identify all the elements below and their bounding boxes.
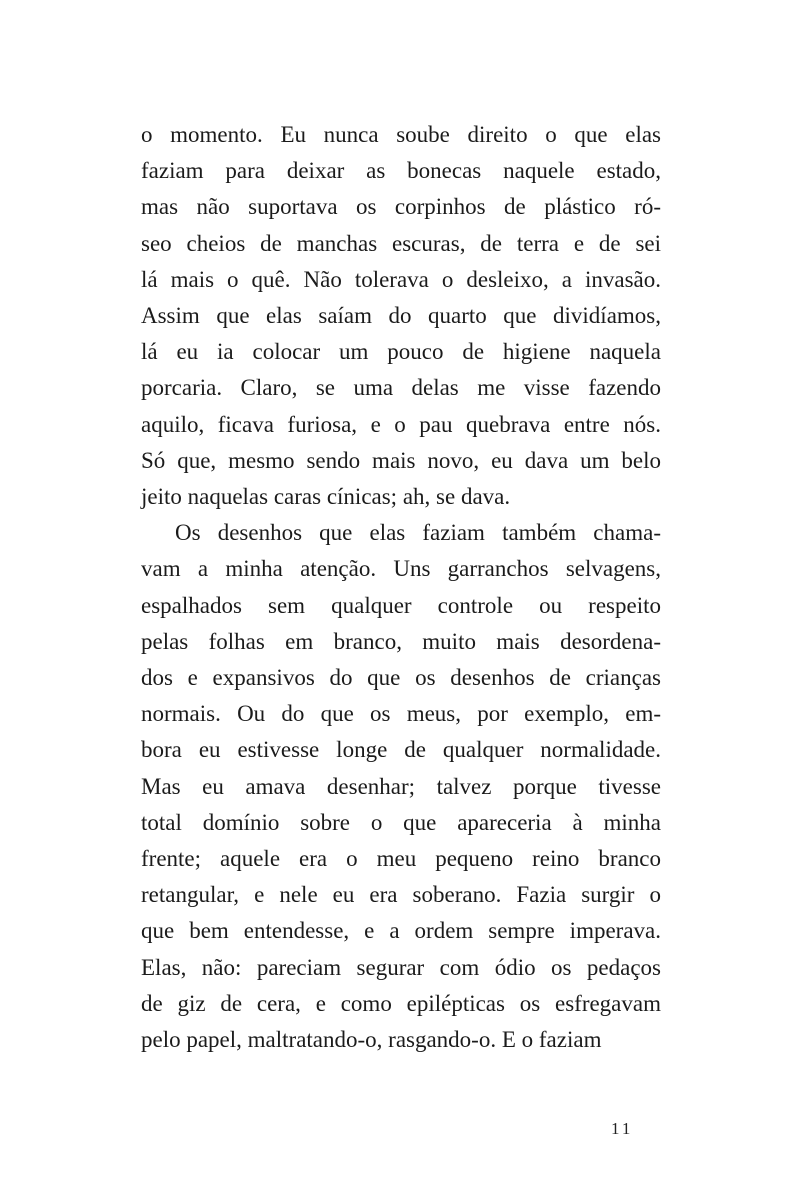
text-line: porcaria. Claro, se uma delas me visse fazendo <box>141 375 661 401</box>
text-line: seo cheios de manchas escuras, de terra e de sei <box>141 230 661 256</box>
text-line: Só que, mesmo sendo mais novo, eu dava um belo <box>141 447 661 473</box>
text-line: Mas eu amava desenhar; talvez porque tivesse <box>141 773 661 799</box>
text-line: Elas, não: pareciam segurar com ódio os pedaços <box>141 954 661 980</box>
text-line: que bem entendesse, e a ordem sempre imperava. <box>141 918 661 944</box>
text-line: faziam para deixar as bonecas naquele estado, <box>141 158 661 184</box>
text-line: retangular, e nele eu era soberano. Fazia surgir o <box>141 882 661 908</box>
text-line: normais. Ou do que os meus, por exemplo, em- <box>141 701 661 727</box>
text-line: lá eu ia colocar um pouco de higiene naquela <box>141 339 661 365</box>
text-line: o momento. Eu nunca soube direito o que elas <box>141 122 661 147</box>
text-line: bora eu estivesse longe de qualquer normalidade. <box>141 737 661 763</box>
body-text <box>141 117 661 1058</box>
paragraph <box>141 515 661 1058</box>
text-line: jeito naquelas caras cínicas; ah, se dava. <box>141 484 511 510</box>
text-line: mas não suportava os corpinhos de plástico ró- <box>141 194 661 220</box>
text-line: total domínio sobre o que apareceria à minha <box>141 809 661 835</box>
text-line: de giz de cera, e como epilépticas os esfregavam <box>141 990 661 1016</box>
text-line: dos e expansivos do que os desenhos de crianças <box>141 665 661 691</box>
text-line: frente; aquele era o meu pequeno reino branco <box>141 846 661 872</box>
paragraph <box>141 117 661 515</box>
text-line: pelo papel, maltratando-o, rasgando-o. E o faziam <box>141 1027 602 1053</box>
text-line: pelas folhas em branco, muito mais desordena- <box>141 628 661 654</box>
text-line: Os desenhos que elas faziam também chama- <box>175 520 661 546</box>
text-line: espalhados sem qualquer controle ou respeito <box>141 592 661 618</box>
text-line: Assim que elas saíam do quarto que dividíamos, <box>141 303 661 329</box>
text-line: vam a minha atenção. Uns garranchos selvagens, <box>141 556 661 582</box>
text-line: aquilo, ficava furiosa, e o pau quebrava entre nós. <box>141 411 661 437</box>
page-number: 11 <box>611 1119 634 1138</box>
text-line: lá mais o quê. Não tolerava o desleixo, a invasão. <box>141 266 661 292</box>
